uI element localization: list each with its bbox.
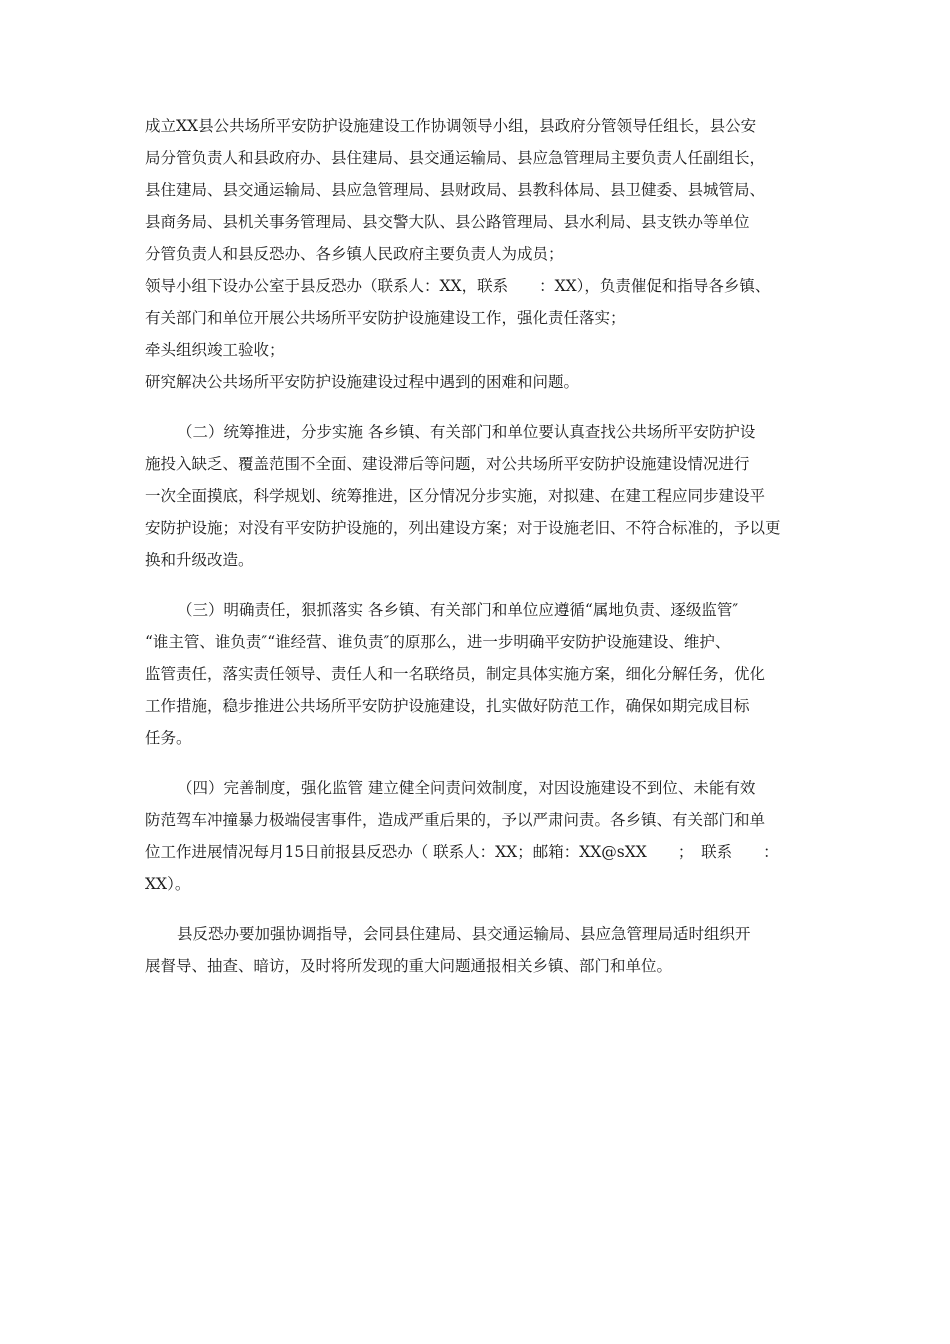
section-leadership-group: [145, 110, 810, 398]
text-line: 任务。: [145, 729, 192, 747]
text-line: 县商务局、县机关事务管理局、县交警大队、县公路管理局、县水利局、县支铁办等单位: [145, 213, 750, 231]
text-line: 一次全面摸底，科学规划、统筹推进，区分情况分步实施，对拟建、在建工程应同步建设平: [145, 487, 766, 505]
text-line: 研究解决公共场所平安防护设施建设过程中遇到的困难和问题。: [145, 373, 580, 391]
text-line: XX）。: [145, 875, 191, 893]
text-line: 局分管负责人和县政府办、县住建局、县交通运输局、县应急管理局主要负责人任副组长，: [145, 149, 766, 167]
text-line: （四）完善制度，强化监管 建立健全问责问效制度，对因设施建设不到位、未能有效: [177, 779, 756, 797]
text-line: “谁主管、谁负责″“谁经营、谁负责″的原那么，进一步明确平安防护设施建设、维护、: [145, 633, 731, 651]
section-clarify-responsibility: [145, 594, 810, 754]
text-line: 展督导、抽查、暗访，及时将所发现的重大问题通报相关乡镇、部门和单位。: [145, 957, 673, 975]
text-line: （二）统筹推进，分步实施 各乡镇、有关部门和单位要认真查找公共场所平安防护设: [177, 423, 756, 441]
text-line: 分管负责人和县反恐办、各乡镇人民政府主要负责人为成员；: [145, 245, 564, 263]
text-line: 施投入缺乏、覆盖范围不全面、建设滞后等问题，对公共场所平安防护设施建设情况进行: [145, 455, 750, 473]
section-improve-system: [145, 772, 810, 900]
text-line: 县反恐办要加强协调指导，会同县住建局、县交通运输局、县应急管理局适时组织开: [177, 925, 751, 943]
text-line: （三）明确责任，狠抓落实 各乡镇、有关部门和单位应遵循“属地负责、逐级监管″: [177, 601, 739, 619]
text-line: 工作措施，稳步推进公共场所平安防护设施建设，扎实做好防范工作，确保如期完成目标: [145, 697, 750, 715]
text-line: 县住建局、县交通运输局、县应急管理局、县财政局、县教科体局、县卫健委、县城管局、: [145, 181, 766, 199]
text-line: 防范驾车冲撞暴力极端侵害事件，造成严重后果的，予以严肃问责。各乡镇、有关部门和单: [145, 811, 766, 829]
text-line: 位工作进展情况每月15日前报县反恐办（ 联系人：XX；邮箱：XX@sXX ； 联系 ：: [145, 843, 779, 861]
text-line: 监管责任，落实责任领导、责任人和一名联络员，制定具体实施方案，细化分解任务，优化: [145, 665, 766, 683]
document-body: [145, 110, 810, 982]
text-line: 牵头组织竣工验收；: [145, 341, 285, 359]
text-line: 换和升级改造。: [145, 551, 254, 569]
text-line: 领导小组下设办公室于县反恐办（联系人：XX，联系 ：XX），负责催促和指导各乡镇、: [145, 277, 771, 295]
text-line: 有关部门和单位开展公共场所平安防护设施建设工作，强化责任落实；: [145, 309, 626, 327]
section-overall-planning: [145, 416, 810, 576]
text-line: 安防护设施；对没有平安防护设施的，列出建设方案；对于设施老旧、不符合标准的，予以更: [145, 519, 781, 537]
text-line: 成立XX县公共场所平安防护设施建设工作协调领导小组，县政府分管领导任组长，县公安: [145, 117, 757, 135]
section-coordination: [145, 918, 810, 982]
